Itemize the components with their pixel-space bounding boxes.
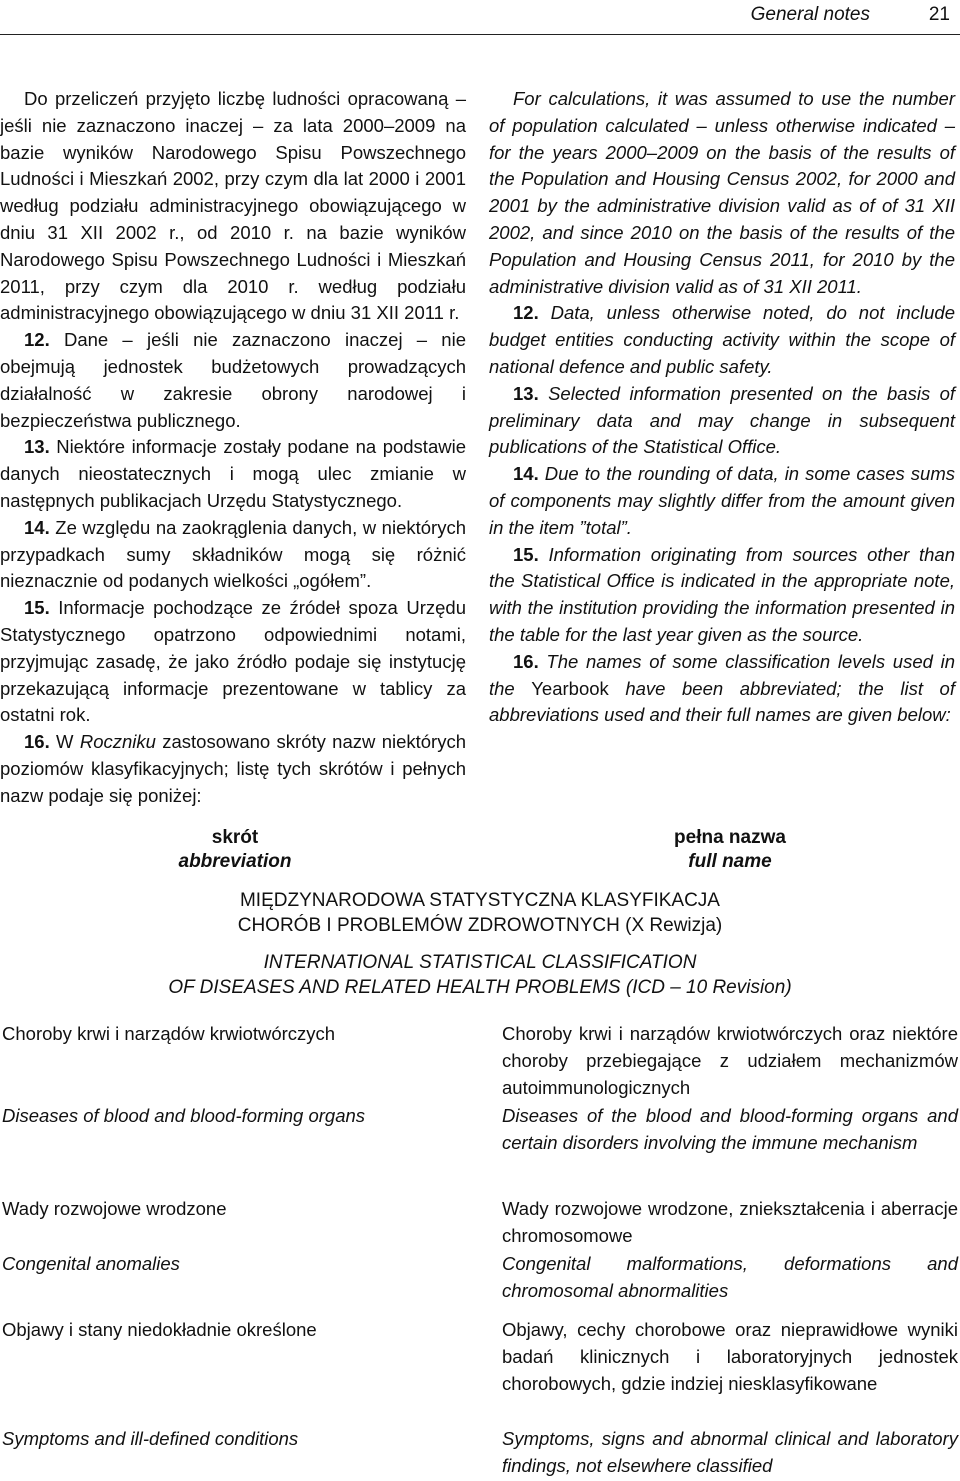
- en-paragraph-14: 14. Due to the rounding of data, in some cases sums of components may slightly differ from the amount given in the item ”total”.: [489, 463, 955, 538]
- pl-paragraph-14: 14. Ze względu na zaokrąglenia danych, w niektórych przypadkach sumy składników mogą się różnić nieznacznie od podanych wielkości „ogółem”.: [0, 516, 467, 592]
- entry-1-abbr-pl: Choroby krwi i narządów krwiotwórczych: [2, 1023, 336, 1044]
- classification-title-pl: MIĘDZYNARODOWA STATYSTYCZNA KLASYFIKACJA CHORÓB I PROBLEMÓW ZDROWOTNYCH (X Rewizja): [237, 890, 723, 936]
- abbreviation-column-header: skrót abbreviation: [178, 827, 292, 872]
- entry-3-abbr-en: Symptoms and ill-defined conditions: [2, 1428, 299, 1449]
- page-header: [0, 0, 960, 35]
- pl-paragraph-16: 16. W Roczniku zastosowano skróty nazw niektórych poziomów klasyfikacyjnych; listę tych skrótów i pełnych nazw podaje się poniżej:: [0, 731, 467, 806]
- pl-paragraph-11: Do przeliczeń przyjęto liczbę ludności opracowaną – jeśli nie zaznaczono inaczej – za lata 2000–2009 na bazie wyników Narodowego Spisu Powszechnego Ludności i Mieszkań 2002, przy czym dla lat 2000 i 2001 według podziału administracyjnego obowiązującego w dniu 31 XII 2002 r., od 2010 r. na bazie wyników Narodowego Spisu Powszechnego Ludności i Mieszkań 2011, przy czym dla 2010 r. według podziału administracyjnego obowiązującego w dniu 31 XII 2011 r.: [0, 88, 466, 324]
- entry-1-full-en: Diseases of the blood and blood-forming organs and certain disorders involving the immune mechanism: [502, 1105, 958, 1153]
- full-name-column-header: pełna nazwa full name: [674, 827, 786, 872]
- entry-2-abbr-en: Congenital anomalies: [2, 1253, 180, 1274]
- entry-2-abbr-pl: Wady rozwojowe wrodzone: [2, 1198, 227, 1219]
- pl-paragraph-13: 13. Niektóre informacje zostały podane na podstawie danych nieostatecznych i mogą ulec zmianie w następnych publikacjach Urzędu Statystycznego.: [0, 436, 466, 511]
- entry-3-full-en: Symptoms, signs and abnormal clinical and laboratory findings, not elsewhere classified: [502, 1428, 958, 1476]
- entry-1-full-pl: Choroby krwi i narządów krwiotwórczych oraz niektóre choroby przebiegające z udziałem mechanizmów autoimmunologicznych: [502, 1023, 958, 1098]
- classification-title-en: INTERNATIONAL STATISTICAL CLASSIFICATION OF DISEASES AND RELATED HEALTH PROBLEMS (ICD – 10 Revision): [168, 952, 792, 998]
- english-notes-column: [489, 86, 955, 729]
- page-number: 21: [928, 4, 950, 25]
- en-paragraph-13: 13. Selected information presented on the basis of preliminary data and may change in subsequent publications of the Statistical Office.: [489, 382, 956, 458]
- entry-3-abbr-pl: Objawy i stany niedokładnie określone: [2, 1319, 317, 1340]
- pl-paragraph-15: 15. Informacje pochodzące ze źródeł spoza Urzędu Statystycznego opatrzono odpowiednimi notami, przyjmując zasadę, że jako źródło podaje się instytucję przekazującą informacje prezentowane w tablicy za ostatni rok.: [0, 597, 466, 726]
- en-paragraph-12: 12. Data, unless otherwise noted, do not include budget entities conducting activity within the scope of national defence and public safety.: [489, 302, 955, 377]
- pl-paragraph-12: 12. Dane – jeśli nie zaznaczono inaczej – nie obejmują jednostek budżetowych prowadzących działalność w zakresie obrony narodowej i bezpieczeństwa publicznego.: [0, 329, 466, 431]
- entry-2-full-pl: Wady rozwojowe wrodzone, zniekształcenia i aberracje chromosomowe: [502, 1198, 958, 1246]
- en-paragraph-11: For calculations, it was assumed to use the number of population calculated – unless otherwise indicated – for the years 2000–2009 on the basis of the results of the Population and Housing Census 2002, for 2000 and 2001 by the administrative division valid as of of 31 XII 2002, and since 2010 on the basis of the results of the Population and Housing Census 2011, for 2010 by the administrative division valid as of 31 XII 2011.: [489, 88, 955, 297]
- entry-1-abbr-en: Diseases of blood and blood-forming organs: [2, 1105, 366, 1126]
- entry-2-full-en: Congenital malformations, deformations and chromosomal abnormalities: [502, 1253, 958, 1301]
- entry-3-full-pl: Objawy, cechy chorobowe oraz nieprawidłowe wyniki badań klinicznych i laboratoryjnych jednostek chorobowych, gdzie indziej niesklasyfikowane: [502, 1319, 958, 1394]
- en-paragraph-16: 16. The names of some classification levels used in the Yearbook have been abbreviated; the list of abbreviations used and their full names are given below:: [489, 650, 956, 726]
- polish-notes-column: [0, 86, 466, 810]
- en-paragraph-15: 15. Information originating from sources other than the Statistical Office is indicated in the appropriate note, with the institution providing the information presented in the table for the last year given as the source.: [489, 543, 956, 645]
- running-title: General notes: [750, 4, 870, 25]
